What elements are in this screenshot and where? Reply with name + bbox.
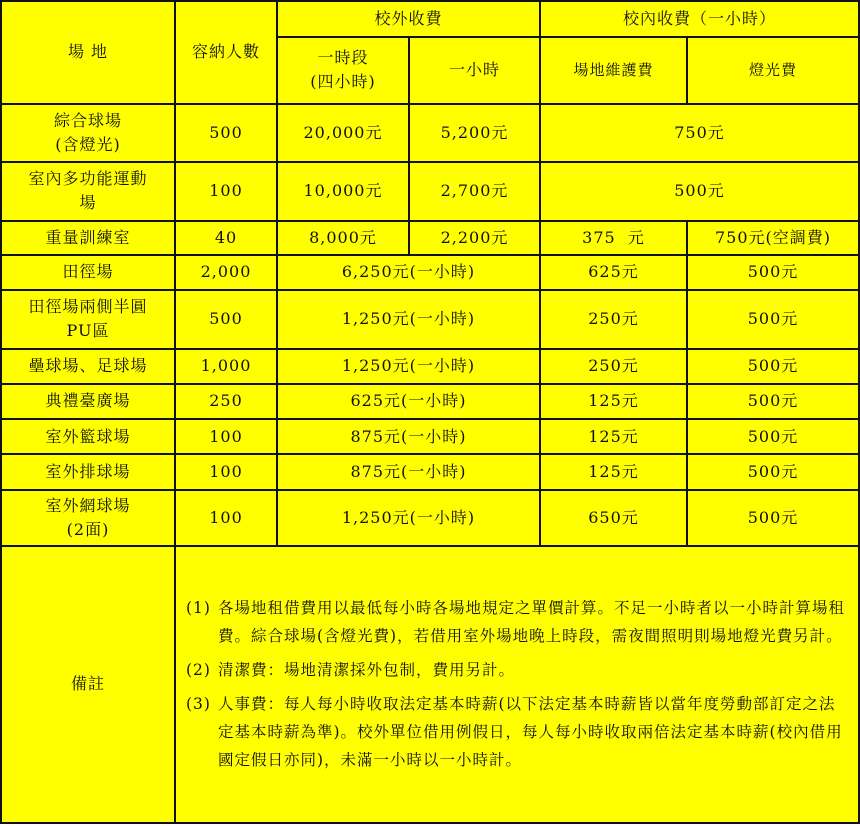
- int-maintenance-cell: 250元: [540, 290, 687, 348]
- ext-hour-cell: 2,700元: [409, 162, 540, 220]
- table-row: [1, 290, 859, 348]
- venue-cell: 室外排球場: [1, 454, 175, 489]
- remark-number: (3): [186, 695, 211, 714]
- header-capacity: 容納人數: [175, 1, 277, 104]
- table-row: [1, 490, 859, 546]
- header-ext-period-line2: (四小時): [310, 72, 376, 92]
- venue-cell: [1, 490, 175, 546]
- int-lighting-cell: 500元: [687, 255, 859, 290]
- int-lighting-cell: 500元: [687, 419, 859, 454]
- internal-fee-cell: 500元: [540, 162, 859, 220]
- capacity-cell: 100: [175, 162, 277, 220]
- header-venue: 場 地: [1, 1, 175, 104]
- table-row: [1, 384, 859, 419]
- external-fee-cell: 875元(一小時): [277, 454, 540, 489]
- table-row: [1, 419, 859, 454]
- capacity-cell: 500: [175, 290, 277, 348]
- ext-hour-cell: 5,200元: [409, 104, 540, 162]
- capacity-cell: 500: [175, 104, 277, 162]
- venue-name: 室內多功能運動: [28, 169, 148, 189]
- remark-text: 人事費：每人每小時收取法定基本時薪(以下法定基本時薪皆以當年度勞動部訂定之法定基本時薪為準)。校外單位借用例假日，每人每小時收取兩倍法定基本時薪(校內借用國定假日亦同)，未滿一小時以一小時計。: [218, 695, 843, 770]
- int-maintenance-cell: 650元: [540, 490, 687, 546]
- table-row: [1, 454, 859, 489]
- ext-period-cell: 10,000元: [277, 162, 409, 220]
- remarks-row: [1, 546, 859, 823]
- int-maintenance-cell: 125元: [540, 454, 687, 489]
- external-fee-cell: 1,250元(一小時): [277, 490, 540, 546]
- int-maintenance-cell: 250元: [540, 349, 687, 384]
- venue-note: 場: [79, 193, 97, 213]
- int-maintenance-cell: 125元: [540, 384, 687, 419]
- venue-cell: [1, 104, 175, 162]
- venue-cell: 田徑場: [1, 255, 175, 290]
- header-int-maintenance: 場地維護費: [540, 37, 687, 103]
- external-fee-cell: 1,250元(一小時): [277, 290, 540, 348]
- remark-number: (2): [186, 661, 211, 680]
- header-internal-fee: 校內收費（一小時）: [540, 1, 859, 37]
- int-lighting-cell: 750元(空調費): [687, 221, 859, 255]
- venue-note: PU區: [66, 321, 110, 341]
- capacity-cell: 2,000: [175, 255, 277, 290]
- capacity-cell: 250: [175, 384, 277, 419]
- int-lighting-cell: 500元: [687, 454, 859, 489]
- venue-cell: [1, 290, 175, 348]
- internal-fee-cell: 750元: [540, 104, 859, 162]
- remark-item: [186, 656, 850, 684]
- header-ext-period: [277, 37, 409, 103]
- ext-period-cell: 20,000元: [277, 104, 409, 162]
- header-int-lighting: 燈光費: [687, 37, 859, 103]
- venue-cell: 壘球場、足球場: [1, 349, 175, 384]
- venue-cell: 典禮臺廣場: [1, 384, 175, 419]
- external-fee-cell: 1,250元(一小時): [277, 349, 540, 384]
- capacity-cell: 100: [175, 454, 277, 489]
- capacity-cell: 100: [175, 490, 277, 546]
- remarks-label: 備註: [1, 546, 175, 823]
- int-lighting-cell: 500元: [687, 349, 859, 384]
- venue-name: 室外網球場: [45, 495, 131, 515]
- remark-item: [186, 594, 850, 650]
- venue-name: 綜合球場: [53, 110, 122, 130]
- table-row: [1, 255, 859, 290]
- remark-text: 各場地租借費用以最低每小時各場地規定之單價計算。不足一小時者以一小時計算場租費。綜合球場(含燈光費)，若借用室外場地晚上時段，需夜間照明則場地燈光費另計。: [218, 599, 846, 646]
- int-lighting-cell: 500元: [687, 290, 859, 348]
- venue-cell: 室外籃球場: [1, 419, 175, 454]
- header-ext-hour: 一小時: [409, 37, 540, 103]
- venue-cell: 重量訓練室: [1, 221, 175, 255]
- header-ext-period-line1: 一時段: [317, 48, 369, 68]
- int-lighting-cell: 500元: [687, 384, 859, 419]
- ext-hour-cell: 2,200元: [409, 221, 540, 255]
- venue-cell: [1, 162, 175, 220]
- venue-note: (含燈光): [55, 134, 121, 154]
- external-fee-cell: 6,250元(一小時): [277, 255, 540, 290]
- venue-name: 田徑場兩側半圓: [28, 297, 148, 317]
- remark-item: [186, 690, 850, 774]
- external-fee-cell: 625元(一小時): [277, 384, 540, 419]
- int-maintenance-cell: 375 元: [540, 221, 687, 255]
- external-fee-cell: 875元(一小時): [277, 419, 540, 454]
- remark-number: (1): [186, 599, 211, 618]
- remarks-content: [175, 546, 859, 823]
- table-row: [1, 221, 859, 255]
- table-row: [1, 104, 859, 162]
- ext-period-cell: 8,000元: [277, 221, 409, 255]
- table-row: [1, 349, 859, 384]
- capacity-cell: 100: [175, 419, 277, 454]
- table-row: [1, 162, 859, 220]
- remark-text: 清潔費：場地清潔採外包制，費用另計。: [218, 661, 516, 680]
- venue-note: (2面): [66, 519, 110, 539]
- capacity-cell: 40: [175, 221, 277, 255]
- capacity-cell: 1,000: [175, 349, 277, 384]
- header-external-fee: 校外收費: [277, 1, 540, 37]
- int-maintenance-cell: 125元: [540, 419, 687, 454]
- int-lighting-cell: 500元: [687, 490, 859, 546]
- int-maintenance-cell: 625元: [540, 255, 687, 290]
